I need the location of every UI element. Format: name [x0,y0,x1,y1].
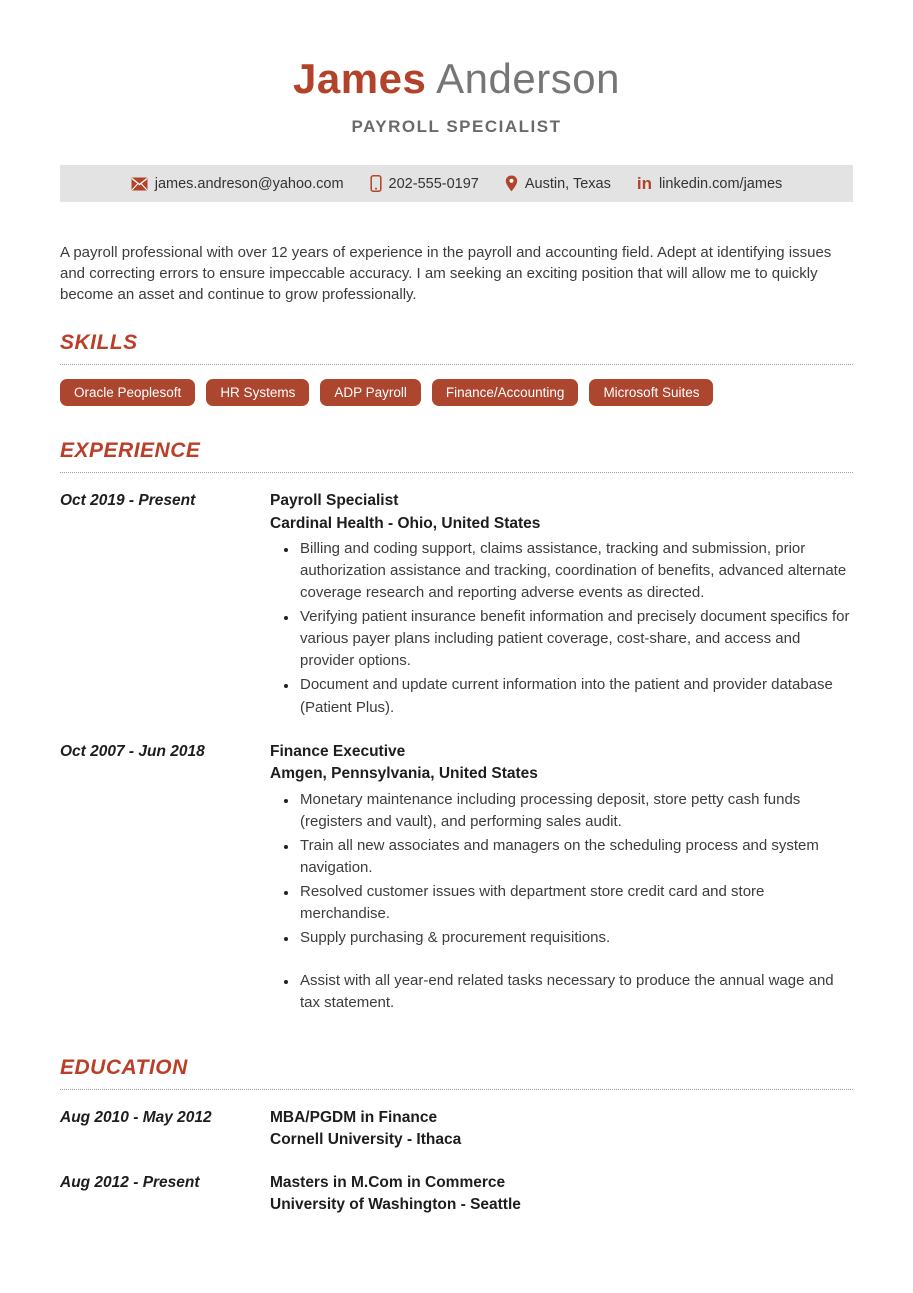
experience-company: Amgen, Pennsylvania, United States [270,765,538,783]
experience-entry [60,490,853,720]
mobile-phone-icon [370,175,382,192]
experience-bullet: • Train all new associates and managers on the scheduling process and system navigation. [298,835,853,879]
contact-linkedin-value: linkedin.com/james [658,175,783,192]
linkedin-icon: in [636,174,652,194]
education-school: Cornell University - Ithaca [270,1131,462,1149]
job-title: PAYROLL SPECIALIST [351,117,562,137]
skills-heading: SKILLS [60,331,853,365]
experience-job-title: Finance Executive [270,742,406,760]
education-dates: Aug 2010 - May 2012 [60,1108,212,1126]
contact-email-value: james.andreson@yahoo.com [154,175,344,192]
experience-heading: EXPERIENCE [60,439,853,473]
experience-bullet: • Monetary maintenance including processing deposit, store petty cash funds (registers and vault), and performing sales audit. [298,789,853,833]
map-pin-icon [505,175,518,192]
experience-bullet: • Resolved customer issues with department store credit card and store merchandise. [298,881,853,925]
experience-section [60,439,853,1016]
page-title [60,56,853,102]
skill-pill: Microsoft Suites [589,379,713,406]
skill-pill: Oracle Peoplesoft [60,379,195,406]
experience-bullet: • Verifying patient insurance benefit information and precisely document specifics for various payer plans including patient coverage, cost-share, and access and provider options. [298,606,853,672]
experience-dates: Oct 2007 - Jun 2018 [60,742,205,760]
education-school: University of Washington - Seattle [270,1196,521,1214]
skills-section [60,331,853,406]
experience-bullet: • Document and update current information into the patient and provider database (Patient Plus). [298,674,853,718]
education-degree: Masters in M.Com in Commerce [270,1173,506,1191]
experience-bullet-list [270,789,853,1014]
education-dates: Aug 2012 - Present [60,1173,200,1191]
experience-bullet: • Supply purchasing & procurement requisitions. [298,927,853,949]
contact-location-value: Austin, Texas [524,175,611,192]
education-heading: EDUCATION [60,1056,853,1090]
skills-list [60,379,853,406]
contact-linkedin[interactable] [637,175,782,192]
education-section [60,1056,853,1217]
contact-location [505,175,611,192]
experience-bullet: • Billing and coding support, claims assistance, tracking and submission, prior authorization assistance and tracking, coordination of benefits, advanced alternate coverage research and reporting adverse events as directed. [298,538,853,604]
skill-pill: HR Systems [206,379,309,406]
education-entry [60,1172,853,1217]
experience-bullet-list [270,538,853,718]
experience-bullet: • Assist with all year-end related tasks necessary to produce the annual wage and tax statement. [298,970,853,1014]
contact-email[interactable] [131,176,344,192]
skill-pill: ADP Payroll [320,379,421,406]
experience-dates: Oct 2019 - Present [60,492,196,510]
last-name: Anderson [436,55,620,102]
contact-phone-value: 202-555-0197 [388,175,479,192]
skill-pill: Finance/Accounting [432,379,579,406]
first-name: James [293,55,427,102]
education-degree: MBA/PGDM in Finance [270,1108,438,1126]
experience-company: Cardinal Health - Ohio, United States [270,514,541,532]
education-entry [60,1107,853,1152]
experience-job-title: Payroll Specialist [270,492,399,510]
summary-text: A payroll professional with over 12 years of experience in the payroll and accounting field. Adept at identifying issues and correcting errors to ensure impeccable accuracy. I am seeking an exciting position that will allow me to quickly become an asset and continue to grow professionally. [60,244,832,303]
envelope-icon [131,177,148,191]
contact-bar [60,165,853,202]
experience-entry [60,741,853,1016]
contact-phone [370,175,479,192]
